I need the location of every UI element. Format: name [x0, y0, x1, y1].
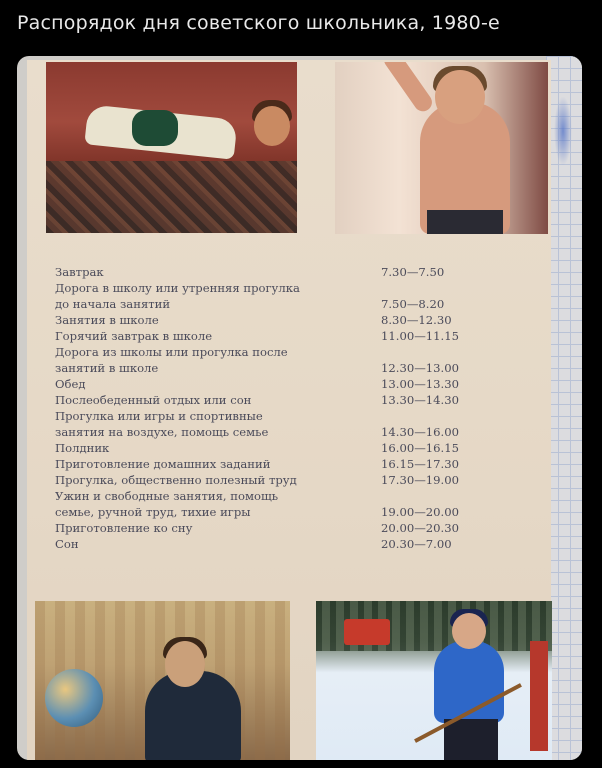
schedule-activity: Полдник [55, 441, 110, 455]
book-page [27, 60, 551, 760]
photo[interactable] [17, 56, 582, 760]
schedule-time: 7.50—8.20 [381, 297, 445, 311]
schedule-activity: Послеобеденный отдых или сон [55, 393, 252, 407]
ink-mark [554, 96, 572, 166]
schedule-activity: Приготовление домашних заданий [55, 457, 271, 471]
player-legs [444, 719, 498, 760]
schedule-time: 11.00—11.15 [381, 329, 459, 343]
schedule-time: 16.00—16.15 [381, 441, 459, 455]
schedule-activity: семье, ручной труд, тихие игры [55, 505, 251, 519]
schedule-time: 20.00—20.30 [381, 521, 459, 535]
player-head [452, 613, 486, 649]
schedule-activity: Ужин и свободные занятия, помощь [55, 489, 279, 503]
schedule-activity: Обед [55, 377, 86, 391]
schedule-activity: занятия на воздухе, помощь семье [55, 425, 269, 439]
homework-desk-photo [35, 601, 290, 760]
schedule-time: 14.30—16.00 [381, 425, 459, 439]
schedule-activity: Дорога из школы или прогулка после [55, 345, 288, 359]
schedule-time: 7.30—7.50 [381, 265, 445, 279]
schedule-time: 17.30—19.00 [381, 473, 459, 487]
boy-head [165, 641, 205, 687]
schedule-activity: до начала занятий [55, 297, 171, 311]
schedule-activity: Горячий завтрак в школе [55, 329, 213, 343]
schedule-activity: Занятия в школе [55, 313, 159, 327]
schedule-time: 8.30—12.30 [381, 313, 452, 327]
schedule-activity: Прогулка, общественно полезный труд [55, 473, 297, 487]
post-title: Распорядок дня советского школьника, 1980-е [17, 12, 500, 34]
globe [45, 669, 103, 727]
schedule-activity: Сон [55, 537, 79, 551]
schedule-time: 13.00—13.30 [381, 377, 459, 391]
schedule-activity: Завтрак [55, 265, 104, 279]
schedule-time: 13.30—14.30 [381, 393, 459, 407]
schedule-activity: занятий в школе [55, 361, 159, 375]
schedule-activity: Приготовление ко сну [55, 521, 193, 535]
red-bus [344, 619, 390, 645]
schedule-time: 16.15—17.30 [381, 457, 459, 471]
hockey-net [530, 641, 548, 751]
schedule-activity: Дорога в школу или утренняя прогулка [55, 281, 300, 295]
hockey-photo [316, 601, 552, 760]
schedule-time: 19.00—20.00 [381, 505, 459, 519]
schedule-time: 20.30—7.00 [381, 537, 452, 551]
schedule-activity: Прогулка или игры и спортивные [55, 409, 263, 423]
schedule-time: 12.30—13.00 [381, 361, 459, 375]
